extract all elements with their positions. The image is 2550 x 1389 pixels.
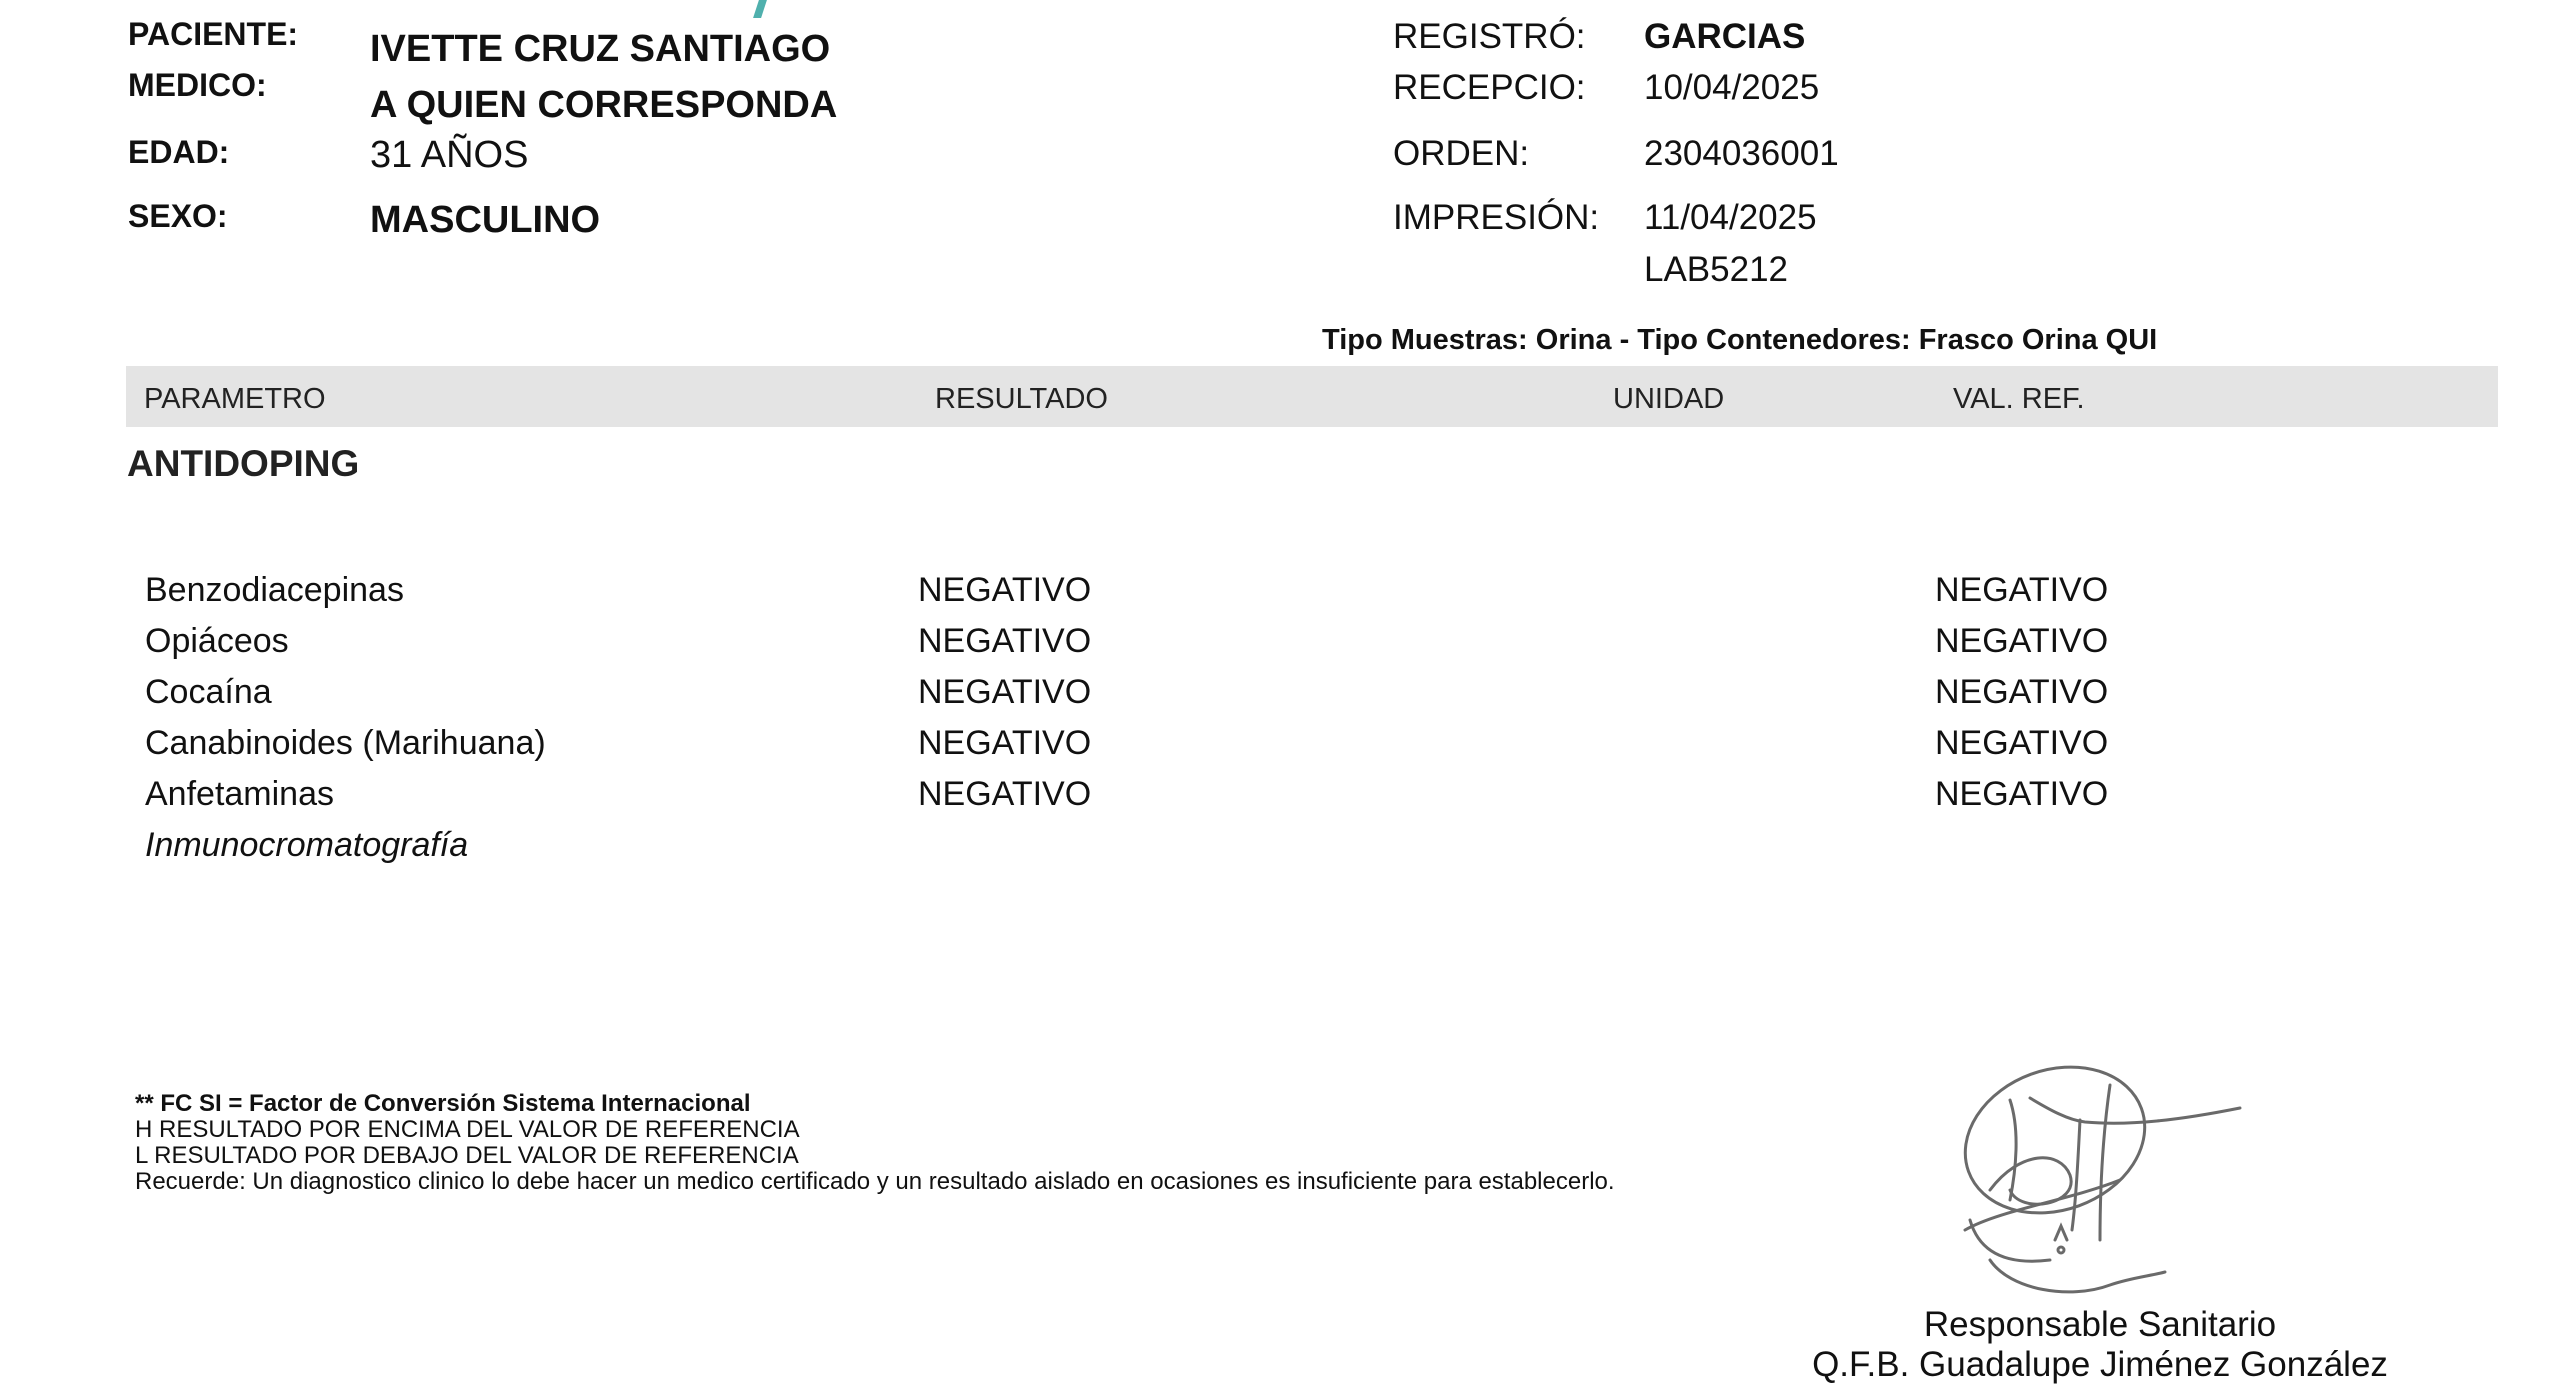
print-date: 11/04/2025 [1644, 198, 1817, 237]
registered-by-value: GARCIAS [1644, 17, 1806, 56]
section-title: ANTIDOPING [127, 443, 360, 484]
reception-label: RECEPCIO: [1393, 68, 1586, 107]
footnote-disclaimer: Recuerde: Un diagnostico clinico lo debe hacer un medico certificado y un resultado aislado en ocasiones es insuficiente para establecerlo. [135, 1168, 1615, 1195]
table-row [0, 622, 2550, 672]
row-result: NEGATIVO [918, 673, 1092, 711]
age-label: EDAD: [128, 134, 230, 170]
registered-by-label: REGISTRÓ: [1393, 17, 1586, 56]
header-parametro: PARAMETRO [144, 383, 326, 415]
order-label: ORDEN: [1393, 134, 1530, 173]
row-result: NEGATIVO [918, 775, 1092, 813]
footnote-high: H RESULTADO POR ENCIMA DEL VALOR DE REFERENCIA [135, 1116, 800, 1143]
doctor-name: A QUIEN CORRESPONDA [370, 84, 838, 126]
table-row [0, 673, 2550, 723]
row-param: Canabinoides (Marihuana) [145, 724, 546, 762]
row-param: Anfetaminas [145, 775, 334, 813]
row-ref: NEGATIVO [1935, 622, 2109, 660]
footnote-fc-si: ** FC SI = Factor de Conversión Sistema Internacional [135, 1090, 751, 1117]
header-resultado: RESULTADO [935, 383, 1108, 415]
sex-label: SEXO: [128, 198, 228, 234]
row-param: Benzodiacepinas [145, 571, 404, 609]
row-param: Opiáceos [145, 622, 289, 660]
logo-fragment [753, 0, 767, 18]
reception-date: 10/04/2025 [1644, 68, 1820, 107]
footnotes [135, 1091, 1615, 1195]
row-ref: NEGATIVO [1935, 571, 2109, 609]
table-header [126, 366, 2498, 427]
row-result: NEGATIVO [918, 571, 1092, 609]
age-value: 31 AÑOS [370, 134, 529, 176]
sex-value: MASCULINO [370, 199, 601, 241]
row-result: NEGATIVO [918, 622, 1092, 660]
table-row [0, 724, 2550, 774]
signature-title: Responsable Sanitario [1923, 1305, 2277, 1344]
header-val-ref: VAL. REF. [1953, 383, 2085, 415]
row-ref: NEGATIVO [1935, 673, 2109, 711]
sample-info: Tipo Muestras: Orina - Tipo Contenedores: Frasco Orina QUI [1322, 324, 2158, 356]
signature-name: Q.F.B. Guadalupe Jiménez González [1812, 1345, 2388, 1384]
lab-code: LAB5212 [1644, 250, 1789, 289]
method-note: Inmunocromatografía [145, 826, 469, 864]
row-ref: NEGATIVO [1935, 775, 2109, 813]
patient-label: PACIENTE: [128, 16, 299, 52]
row-ref: NEGATIVO [1935, 724, 2109, 762]
header-unidad: UNIDAD [1613, 383, 1725, 415]
table-row [0, 775, 2550, 825]
patient-name: IVETTE CRUZ SANTIAGO [370, 28, 831, 70]
row-result: NEGATIVO [918, 724, 1092, 762]
signature-image [1950, 1040, 2270, 1300]
footnote-low: L RESULTADO POR DEBAJO DEL VALOR DE REFERENCIA [135, 1142, 799, 1169]
row-param: Cocaína [145, 673, 272, 711]
print-label: IMPRESIÓN: [1393, 198, 1600, 237]
order-number: 2304036001 [1644, 134, 1839, 173]
doctor-label: MEDICO: [128, 67, 267, 103]
table-row [0, 571, 2550, 621]
